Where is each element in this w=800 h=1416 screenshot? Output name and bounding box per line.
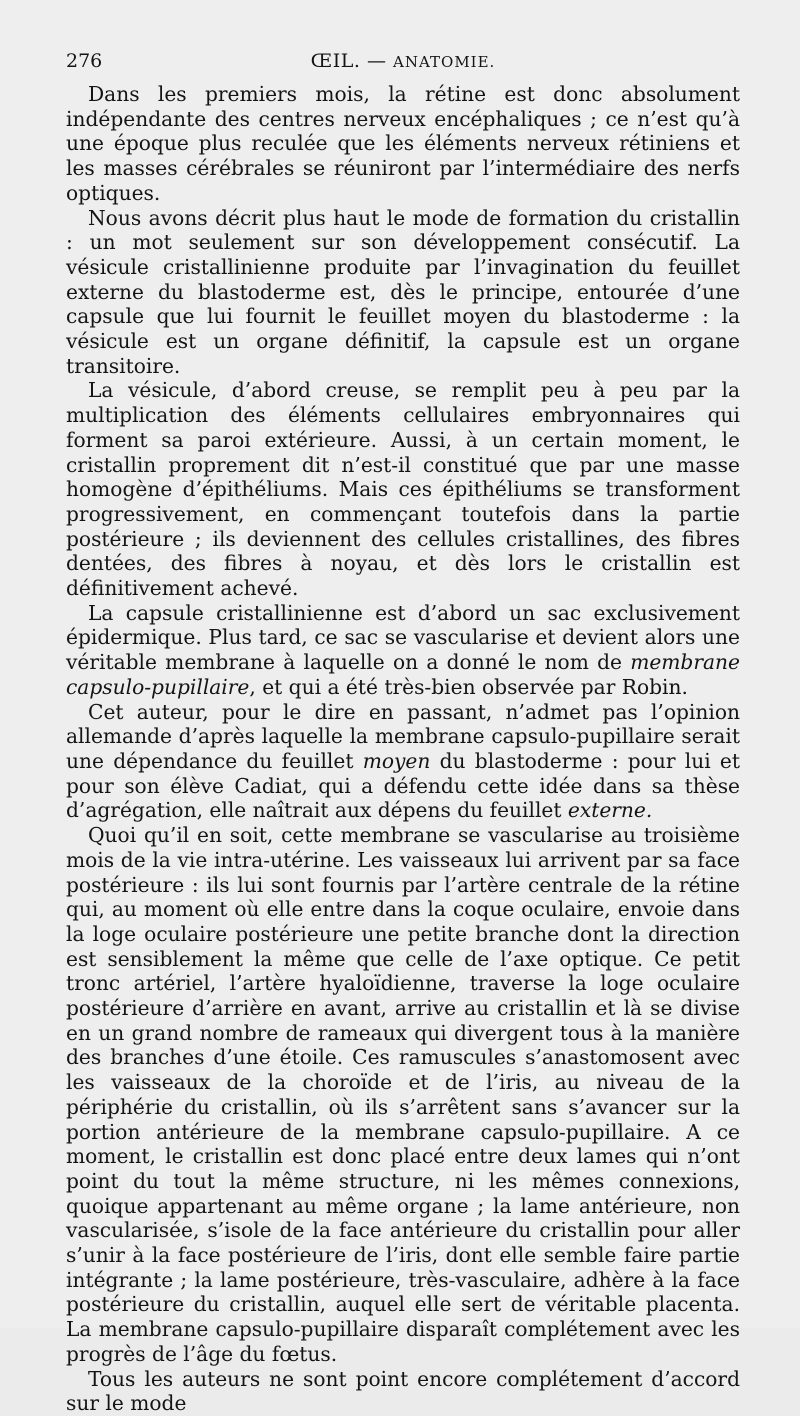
paragraph: [66, 82, 740, 206]
paragraph: [66, 378, 740, 600]
text-run: La vésicule, d’abord creuse, se remplit peu à peu par la multiplication des éléments cellulaires embryonnaires qui forment sa paroi extérieure. Aussi, à un certain moment, le cristallin proprement dit n’est-il constitué que par une masse homogène d’épithéliums. Mais ces épithéliums se transforment progressivement, en commençant toutefois dans la partie postérieure ; ils deviennent des cellules cristallines, des fibres dentées, des fibres à noyau, et dès lors le cristallin est définitivement achevé.: [66, 378, 740, 601]
paragraph: [66, 823, 740, 1366]
text-run: La capsule cristallinienne est d’abord un sac exclusivement épidermique. Plus tard, ce sac se vascularise et devient alors une véritable membrane à laquelle on a donné le nom de: [66, 600, 740, 675]
paragraph: [66, 601, 740, 700]
text-run: , et qui a été très-bien observée par Robin.: [249, 674, 688, 699]
body-text: [66, 82, 740, 1416]
running-head-section: ANATOMIE.: [393, 53, 496, 71]
text-run: Nous avons décrit plus haut le mode de formation du cristallin : un mot seulement sur son développement consécutif. La vésicule cristallinienne produite par l’invagination du feuillet externe du blastoderme est, dès le principe, entourée d’une capsule que lui fournit le feuillet moyen du blastoderme : la vésicule est un organe définitif, la capsule est un organe transitoire.: [66, 205, 740, 378]
text-run: Cet auteur, pour le dire en passant, n’admet pas l’opinion allemande d’après laquelle la membrane capsulo-pupillaire serait une dépendance du feuillet: [66, 699, 740, 773]
page-header: [66, 48, 740, 78]
italic-term: membrane capsulo-pupillaire: [66, 650, 740, 699]
running-head: [66, 48, 740, 75]
paragraph: [66, 1367, 740, 1416]
italic-term: moyen: [362, 748, 431, 773]
running-head-separator: —: [367, 50, 387, 72]
running-head-title: ŒIL.: [310, 50, 361, 72]
text-run: Dans les premiers mois, la rétine est donc absolument indépendante des centres nerveux encéphaliques ; ce n’est qu’à une époque plus reculée que les éléments nerveux rétiniens et les masses cérébrales se réuniront par l’intermédiaire des nerfs optiques.: [66, 82, 740, 205]
italic-term: externe.: [567, 798, 653, 823]
paragraph: [66, 700, 740, 824]
page-number: 276: [66, 50, 103, 72]
text-run: Tous les auteurs ne sont point encore complétement d’accord sur le mode: [66, 1366, 740, 1416]
text-run: Quoi qu’il en soit, cette membrane se vascularise au troisième mois de la vie intra-utérine. Les vaisseaux lui arrivent par sa face postérieure : ils lui sont fournis par l’artère centrale de la rétine qui, au moment où elle entre dans la coque oculaire, envoie dans la loge oculaire postérieure une petite branche dont la direction est sensiblement la même que celle de l’axe optique. Ce petit tronc artériel, l’artère hyaloïdienne, traverse la loge oculaire postérieure d’arrière en avant, arrive au cristallin et là se divise en un grand nombre de rameaux qui divergent tous à la manière des branches d’une étoile. Ces ramuscules s’anastomosent avec les vaisseaux de la choroïde et de l’iris, au niveau de la périphérie du cristallin, où ils s’arrêtent sans s’avancer sur la portion antérieure de la membrane capsulo-pupillaire. A ce moment, le cristallin est donc placé entre deux lames qui n’ont point du tout la même structure, ni les mêmes connexions, quoique appartenant au même organe ; la lame antérieure, non vascularisée, s’isole de la face antérieure du cristallin pour aller s’unir à la face postérieure de l’iris, dont elle semble faire partie intégrante ; la lame postérieure, très-vasculaire, adhère à la face postérieure du cristallin, auquel elle sert de véritable placenta. La membrane capsulo-pupillaire disparaît complétement avec les progrès de l’âge du fœtus.: [66, 823, 740, 1366]
paragraph: [66, 206, 740, 379]
text-run: du blastoderme : pour lui et pour son élève Cadiat, qui a défendu cette idée dans sa thèse d’agrégation, elle naîtrait aux dépens du feuillet: [66, 748, 740, 823]
